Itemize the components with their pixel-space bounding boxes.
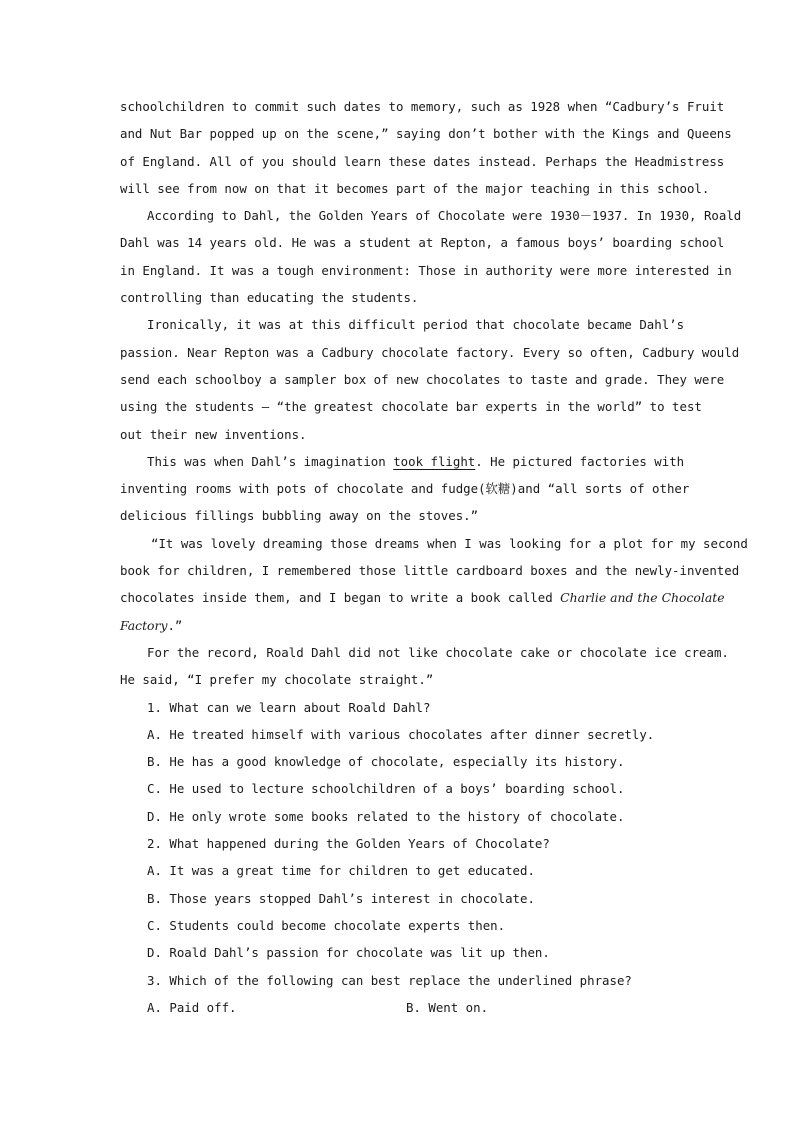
- question-stem: 1. What can we learn about Roald Dahl?: [147, 699, 431, 715]
- passage-line: delicious fillings bubbling away on the stoves.”: [120, 508, 479, 524]
- passage-line: of England. All of you should learn these dates instead. Perhaps the Headmistress: [120, 153, 725, 169]
- passage-line: Ironically, it was at this difficult period that chocolate became Dahl’s: [147, 317, 685, 333]
- passage-line: book for children, I remembered those little cardboard boxes and the newly-invented: [120, 563, 740, 579]
- passage-line: Dahl was 14 years old. He was a student at Repton, a famous boys’ boarding school: [120, 235, 725, 251]
- passage-line: According to Dahl, the Golden Years of Chocolate were 1930－1937. In 1930, Roald: [147, 208, 742, 224]
- document-page: [120, 93, 748, 1021]
- passage-line: will see from now on that it becomes part of the major teaching in this school.: [120, 180, 710, 196]
- passage-line: out their new inventions.: [120, 426, 307, 442]
- book-title: Factory: [120, 617, 168, 633]
- answer-option: A. He treated himself with various chocolates after dinner secretly.: [147, 726, 655, 742]
- answer-option: C. Students could become chocolate experts then.: [147, 917, 506, 933]
- answer-option: A. Paid off.: [147, 999, 237, 1015]
- passage-line: For the record, Roald Dahl did not like chocolate cake or chocolate ice cream.: [147, 644, 729, 660]
- answer-option: B. Went on.: [406, 999, 489, 1015]
- answer-option: D. Roald Dahl’s passion for chocolate was lit up then.: [147, 945, 550, 961]
- passage-line: using the students — “the greatest chocolate bar experts in the world” to test: [120, 399, 702, 415]
- passage-line: He said, “I prefer my chocolate straight.”: [120, 672, 434, 688]
- passage-line: [120, 448, 685, 475]
- passage-text: .”: [167, 617, 183, 633]
- passage-line: and Nut Bar popped up on the scene,” saying don’t bother with the Kings and Queens: [120, 126, 732, 142]
- passage-line: “It was lovely dreaming those dreams when I was looking for a plot for my second: [151, 535, 748, 551]
- passage-line: controlling than educating the students.: [120, 290, 419, 306]
- passage-text: chocolates inside them, and I began to write a book called: [120, 590, 561, 606]
- answer-option: A. It was a great time for children to get educated.: [147, 863, 535, 879]
- passage-line: [120, 612, 675, 639]
- answer-option: B. He has a good knowledge of chocolate, especially its history.: [147, 754, 625, 770]
- passage-line: send each schoolboy a sampler box of new chocolates to taste and grade. They were: [120, 371, 725, 387]
- passage-line: [120, 584, 725, 611]
- answer-option-row: [120, 994, 675, 1021]
- passage-text: . He pictured factories with: [475, 453, 685, 469]
- answer-option: B. Those years stopped Dahl’s interest in chocolate.: [147, 890, 535, 906]
- passage-text: This was when Dahl’s imagination: [147, 453, 394, 469]
- passage-line: inventing rooms with pots of chocolate and fudge(软糖)and “all sorts of other: [120, 481, 690, 497]
- passage-line: passion. Near Repton was a Cadbury chocolate factory. Every so often, Cadbury would: [120, 344, 740, 360]
- underlined-phrase: took flight: [393, 453, 476, 469]
- answer-option: C. He used to lecture schoolchildren of a boys’ boarding school.: [147, 781, 625, 797]
- question-stem: 2. What happened during the Golden Years of Chocolate?: [147, 836, 550, 852]
- passage-line: in England. It was a tough environment: Those in authority were more interested in: [120, 262, 732, 278]
- passage-line: schoolchildren to commit such dates to memory, such as 1928 when “Cadbury’s Fruit: [120, 99, 725, 114]
- book-title: Charlie and the Chocolate: [560, 590, 725, 606]
- answer-option: D. He only wrote some books related to the history of chocolate.: [147, 808, 625, 824]
- question-stem: 3. Which of the following can best replace the underlined phrase?: [147, 972, 632, 988]
